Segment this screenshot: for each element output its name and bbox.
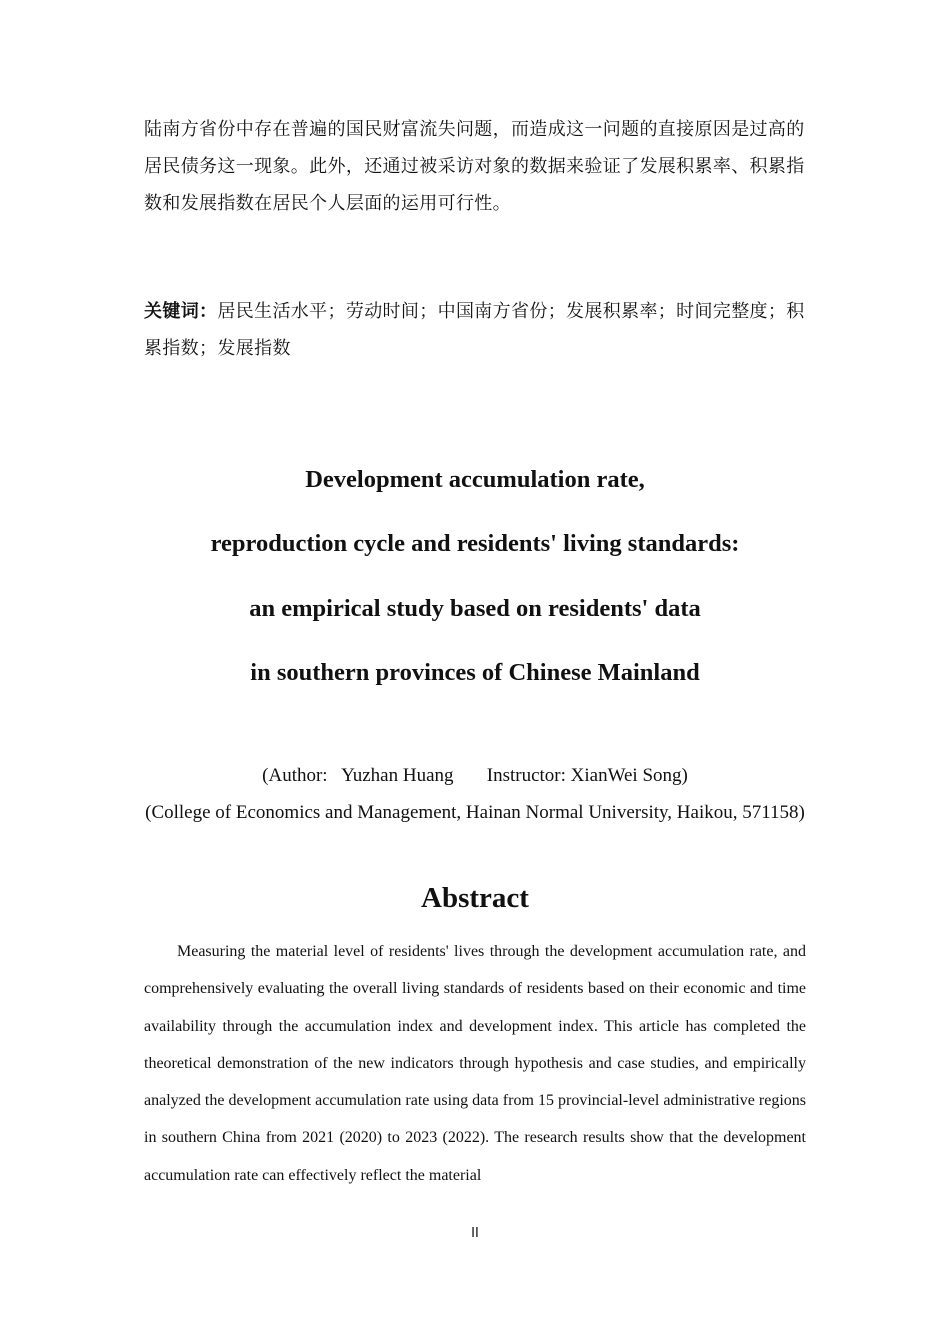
keywords-paragraph — [144, 293, 806, 367]
title-line-1: Development accumulation rate, — [305, 466, 645, 493]
chinese-abstract-paragraph: 陆南方省份中存在普遍的国民财富流失问题，而造成这一问题的直接原因是过高的居民债务这一现象。此外，还通过被采访对象的数据来验证了发展积累率、积累指数和发展指数在居民个人层面的运用可行性。 — [144, 119, 805, 214]
page-number: II — [471, 1226, 479, 1241]
title-line-3: an empirical study based on residents' data — [249, 594, 701, 622]
abstract-heading: Abstract — [421, 882, 529, 914]
title-line-4: in southern provinces of Chinese Mainland — [250, 658, 700, 686]
author-block — [130, 758, 820, 831]
keywords-label: 关键词： — [144, 301, 218, 322]
author-line: (Author: Yuzhan Huang Instructor: XianWei Song) — [262, 765, 688, 786]
keywords-text: 居民生活水平；劳动时间；中国南方省份；发展积累率；时间完整度；积累指数；发展指数 — [144, 301, 805, 359]
abstract-body: Measuring the material level of residents' lives through the development accumulation rate, and comprehensively evaluating the overall living standards of residents based on their economic and time availability through the accumulation index and development index. This article has completed the theoretical demonstration of the new indicators through hypothesis and case studies, and empirically analyzed the development accumulation rate using data from 15 provincial-level administrative regions in southern China from 2021 (2020) to 2023 (2022). The research results show that the development accumulation rate can effectively reflect the material — [144, 943, 806, 1184]
title-line-2: reproduction cycle and residents' living standards: — [210, 530, 740, 558]
english-title — [100, 448, 850, 705]
affiliation-line: (College of Economics and Management, Hainan Normal University, Haikou, 571158) — [145, 801, 805, 823]
